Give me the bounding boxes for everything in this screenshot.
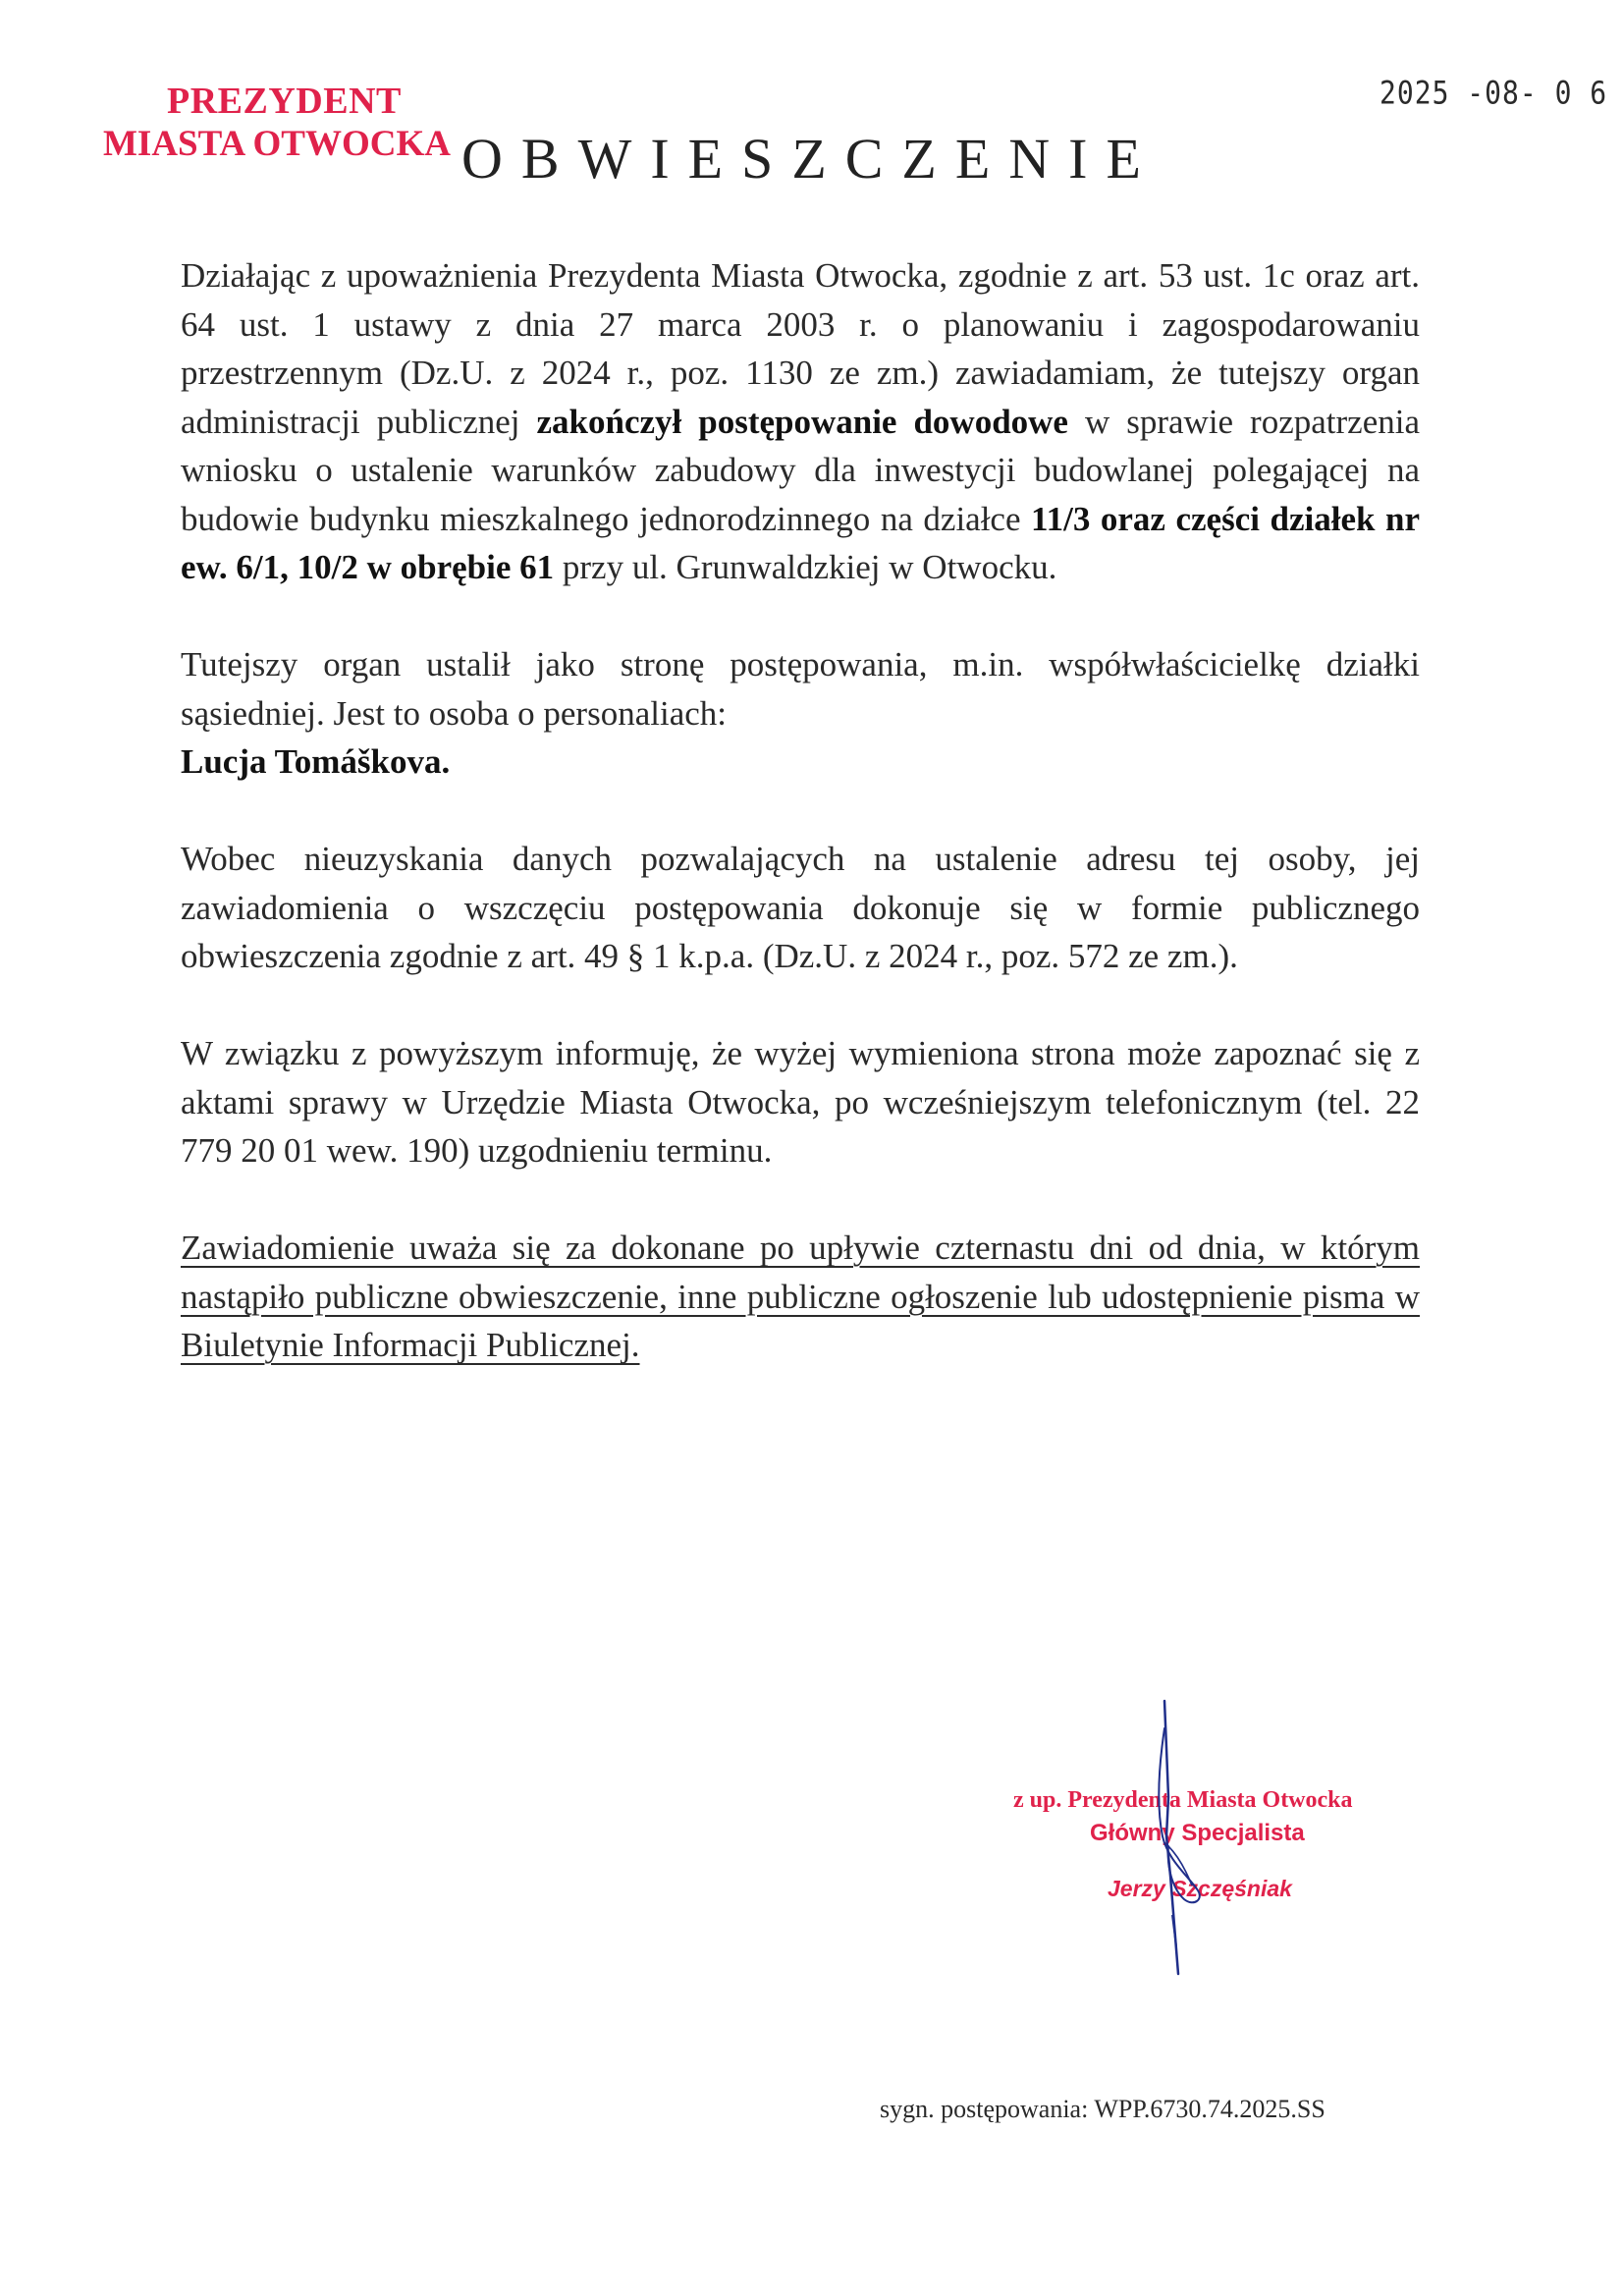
- document-title: OBWIESZCZENIE: [461, 127, 1160, 191]
- paragraph-public-notice: Wobec nieuzyskania danych pozwalających na ustalenie adresu tej osoby, jej zawiadomienia o wszczęciu postępowania dokonuje się w formie publicznego obwieszczenia zgodnie z art. 49 § 1 k.p.a. (Dz.U. z 2024 r., poz. 572 ze zm.).: [181, 840, 1420, 975]
- stamp-prezydent: PREZYDENT: [167, 81, 402, 122]
- paragraph-notice-text-a: Działając z upoważnienia Prezydenta Miasta Otwocka, zgodnie z art. 53 ust. 1c oraz art. 64 ust. 1 ustawy z dnia 27 marca 2003 r. o planowaniu i zagospodarowaniu przestrzennym (Dz.U. z 2024 r., poz. 1130 ze zm.) zawiadamiam, że tutejszy organ administracji publicznej: [181, 256, 1420, 441]
- signature-name: Jerzy Szczęśniak: [1108, 1876, 1292, 1901]
- paragraph-notice-effective: Zawiadomienie uważa się za dokonane po upływie czternastu dni od dnia, w którym nastąpiło publiczne obwieszczenie, inne publiczne ogłoszenie lub udostępnienie pisma w Biuletynie Informacji Publicznej.: [181, 1229, 1420, 1364]
- document-body: [181, 251, 1420, 1370]
- signature-authority: z up. Prezydenta Miasta Otwocka: [1013, 1787, 1353, 1813]
- stamp-miasta-otwocka: MIASTA OTWOCKA: [103, 124, 451, 164]
- party-name: Lucja Tomáškova.: [181, 742, 451, 781]
- signature-position: Główny Specjalista: [1090, 1820, 1305, 1846]
- paragraph-notice-bold-a: zakończył postępowanie dowodowe: [536, 402, 1068, 441]
- paragraph-access-files: W związku z powyższym informuję, że wyżej wymieniona strona może zapoznać się z aktami sprawy w Urzędzie Miasta Otwocka, po wcześniejszym telefonicznym (tel. 22 779 20 01 wew. 190) uzgodnieniu terminu.: [181, 1034, 1420, 1170]
- paragraph-party: [181, 640, 1420, 787]
- paragraph-notice-bold-b: 11/3 oraz części działek nr ew. 6/1, 10/2 w obrębie 61: [181, 499, 1421, 586]
- signature-block: [1001, 1689, 1394, 1994]
- date-stamp: 2025 -08- 0 6: [1380, 74, 1608, 112]
- handwritten-signature-icon: [1001, 1689, 1394, 1994]
- paragraph-party-text: Tutejszy organ ustalił jako stronę postępowania, m.in. współwłaścicielkę działki sąsiedniej. Jest to osoba o personaliach:: [181, 645, 1420, 733]
- case-reference: sygn. postępowania: WPP.6730.74.2025.SS: [880, 2095, 1325, 2123]
- paragraph-notice-text-b: w sprawie rozpatrzenia wniosku o ustalenie warunków zabudowy dla inwestycji budowlanej polegającej na budowie budynku mieszkalnego jednorodzinnego na działce: [181, 402, 1420, 538]
- paragraph-notice-text-c: przy ul. Grunwaldzkiej w Otwocku.: [554, 548, 1057, 586]
- paragraph-notice: [181, 251, 1420, 592]
